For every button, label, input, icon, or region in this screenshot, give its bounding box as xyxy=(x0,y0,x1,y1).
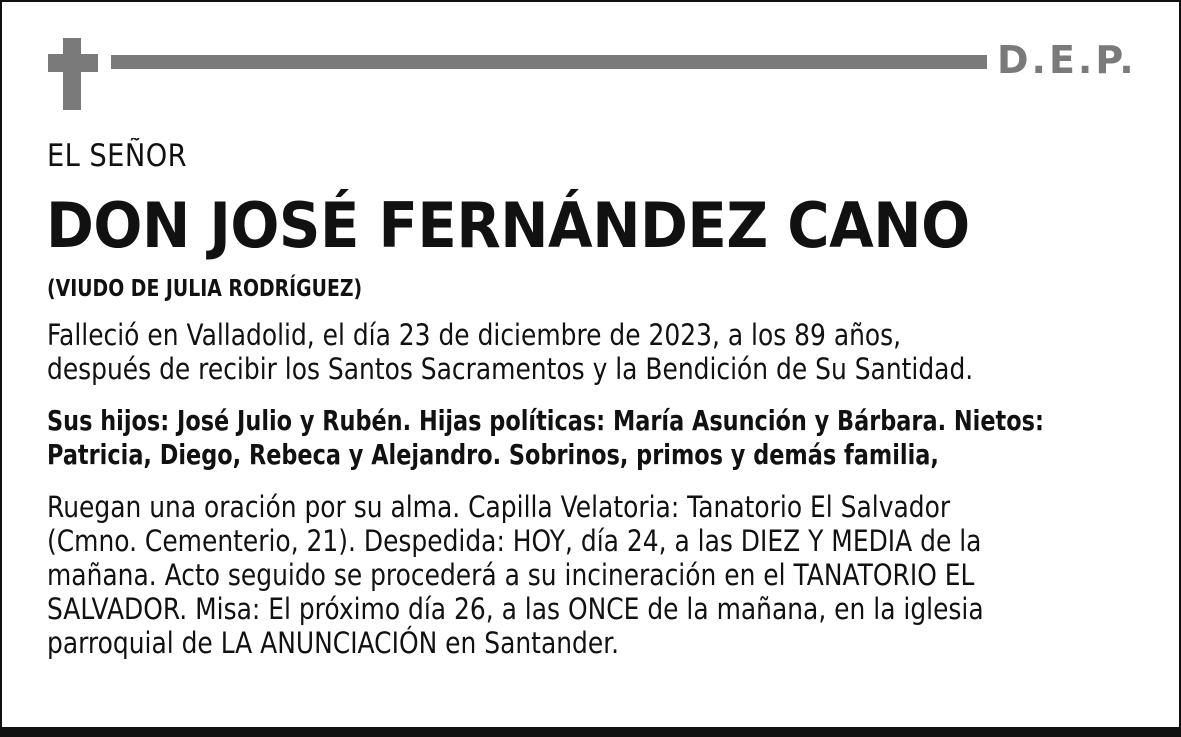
family-line: Sus hijos: José Julio y Rubén. Hijas políticas: María Asunción y Bárbara. Nietos: xyxy=(47,404,1044,437)
death-paragraph xyxy=(47,318,973,386)
service-line: mañana. Acto seguido se procederá a su incineración en el TANATORIO EL xyxy=(47,558,975,592)
cross-icon xyxy=(48,38,98,110)
service-line: SALVADOR. Misa: El próximo día 26, a las ONCE de la mañana, en la iglesia xyxy=(47,592,984,626)
service-paragraph xyxy=(47,490,984,660)
family-line: Patricia, Diego, Rebeca y Alejandro. Sobrinos, primos y demás familia, xyxy=(47,438,939,471)
deceased-name: DON JOSÉ FERNÁNDEZ CANO xyxy=(46,189,970,262)
death-line: después de recibir los Santos Sacramentos y la Bendición de Su Santidad. xyxy=(47,352,974,386)
service-line: (Cmno. Cementerio, 21). Despedida: HOY, día 24, a las DIEZ Y MEDIA de la xyxy=(47,524,982,558)
death-line: Falleció en Valladolid, el día 23 de diciembre de 2023, a los 89 años, xyxy=(47,318,902,352)
service-line: Ruegan una oración por su alma. Capilla Velatoria: Tanatorio El Salvador xyxy=(47,490,951,524)
service-line: parroquial de LA ANUNCIACIÓN en Santander. xyxy=(47,626,620,660)
header-rule xyxy=(111,55,987,69)
family-paragraph xyxy=(47,404,1044,472)
widower-subtitle: (VIUDO DE JULIA RODRÍGUEZ) xyxy=(47,276,363,302)
honorific-prefix: EL SEÑOR xyxy=(47,138,188,174)
dep-label: D.E.P. xyxy=(997,38,1137,82)
bottom-border-bar xyxy=(0,727,1181,737)
